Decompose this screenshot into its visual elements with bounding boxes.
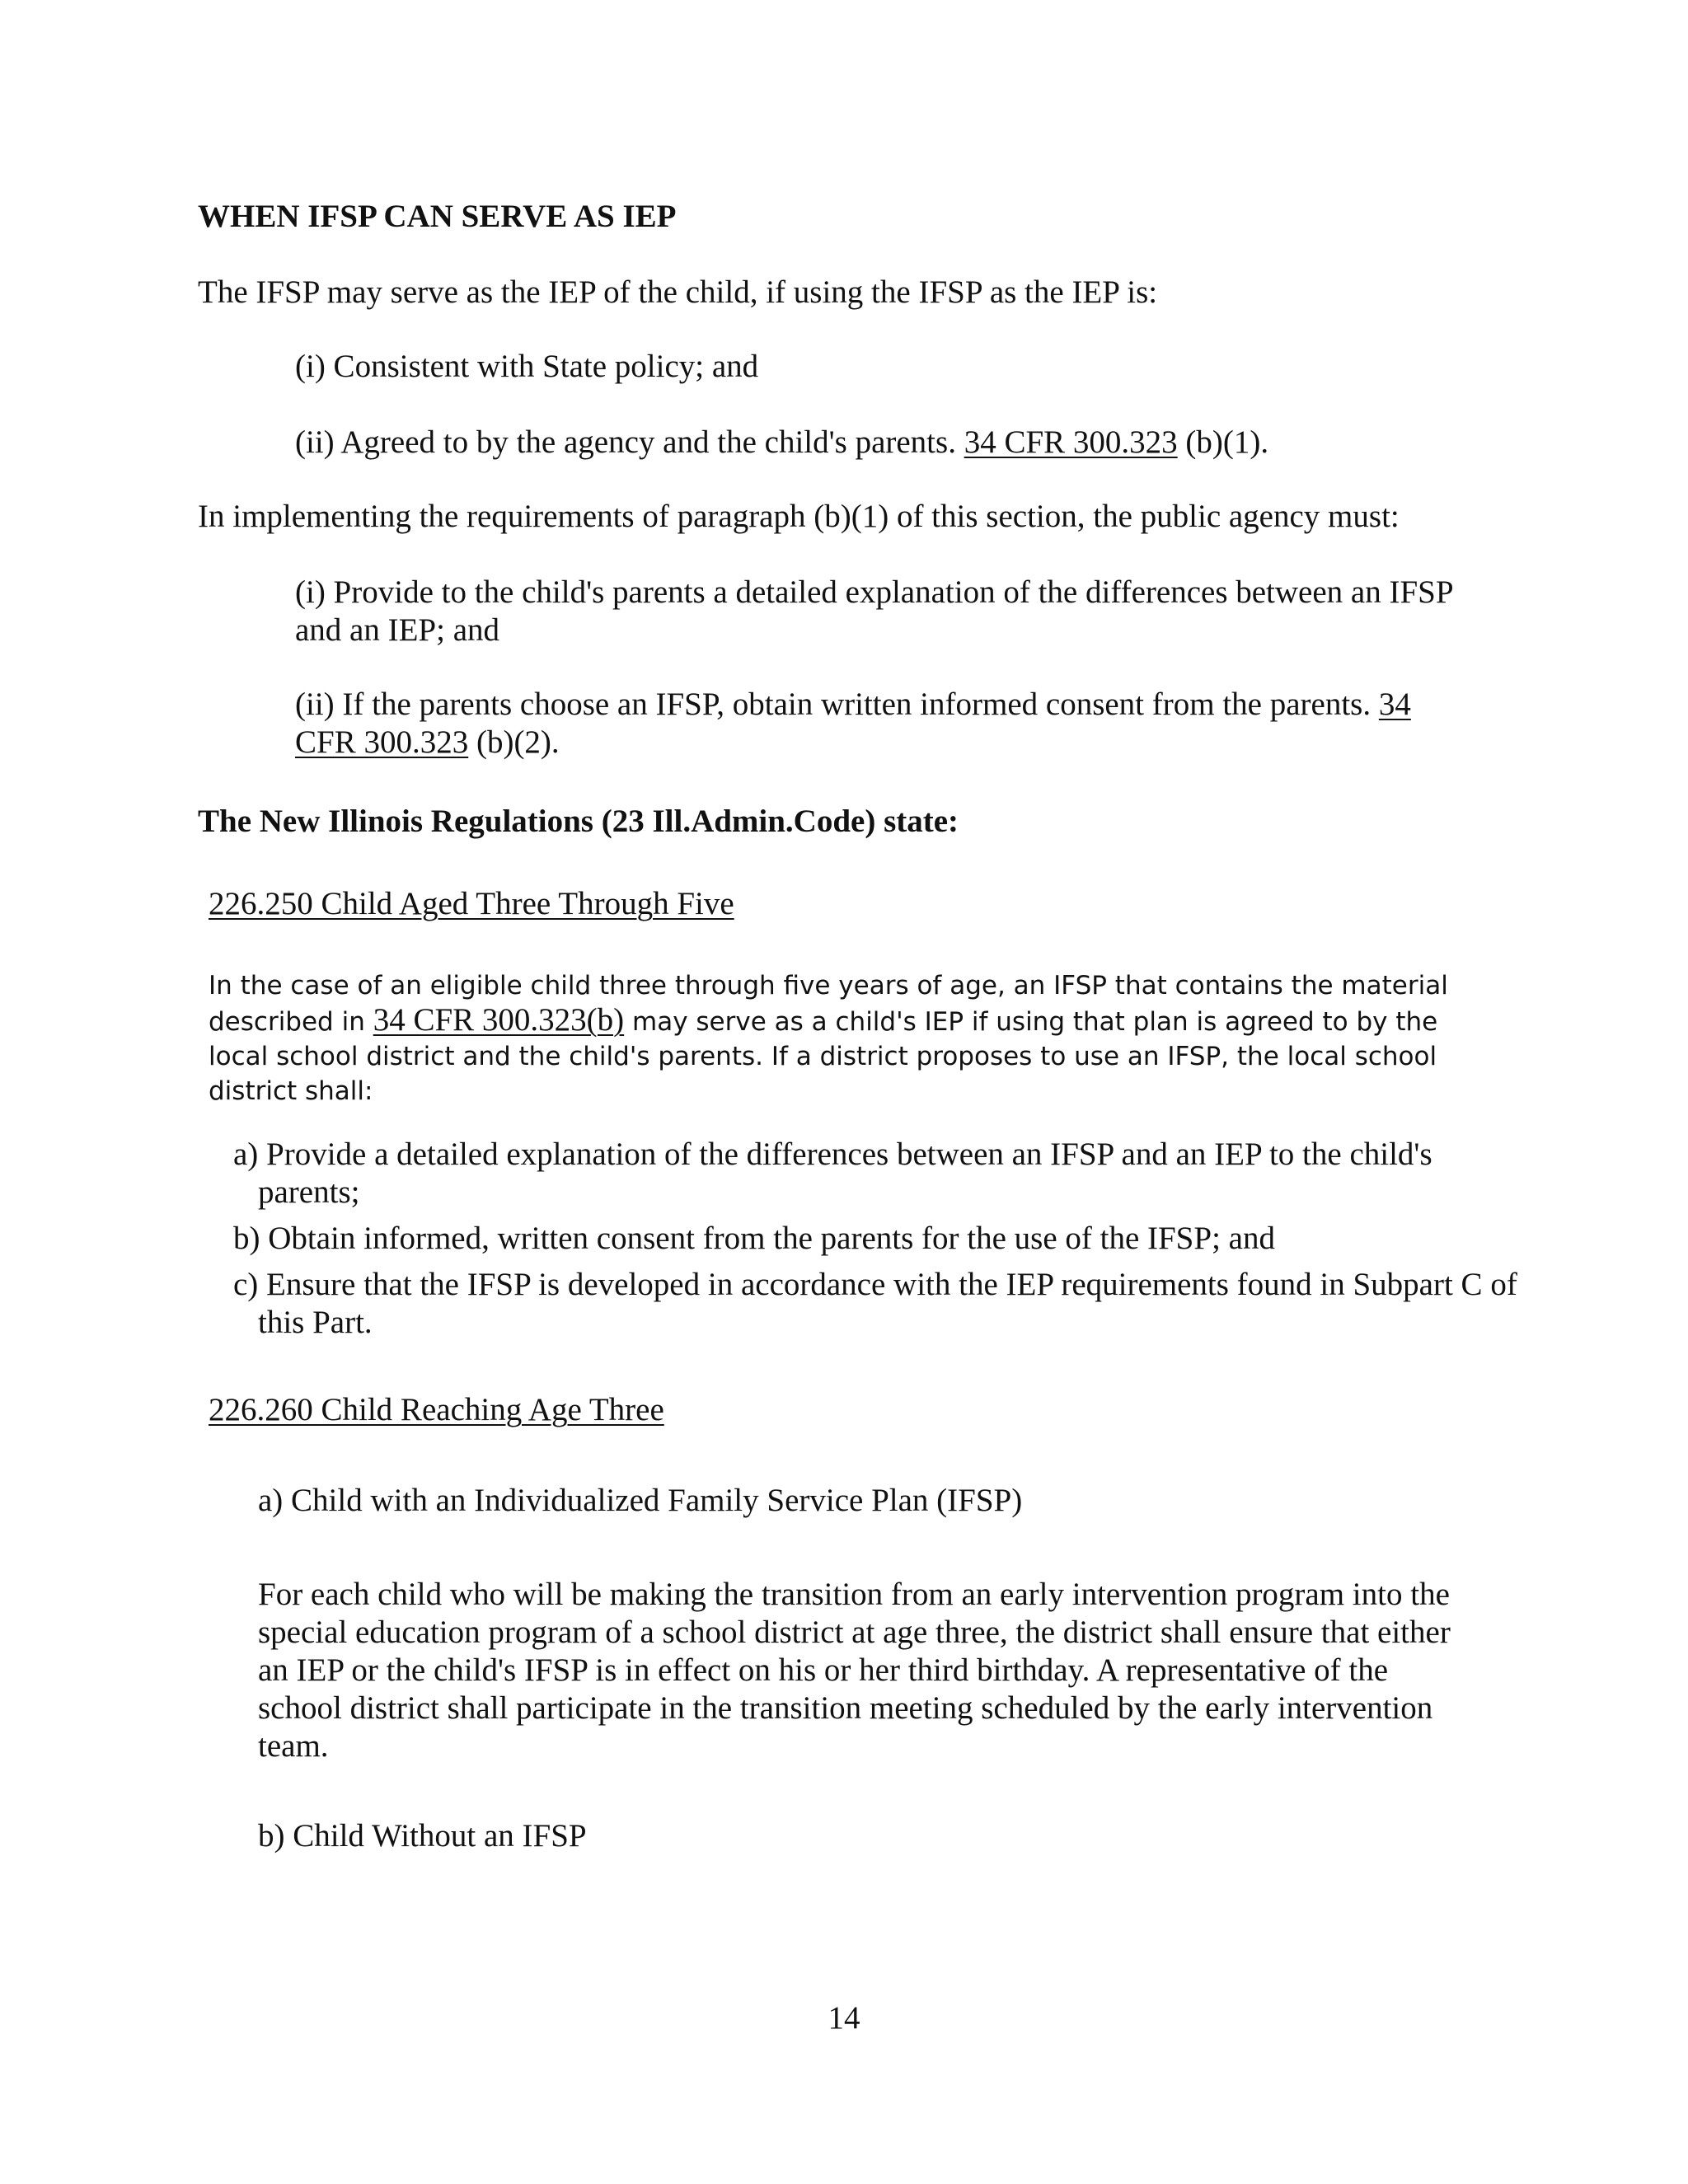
cfr-link[interactable]: 34 CFR 300.323 [964, 424, 1178, 460]
intro-paragraph: The IFSP may serve as the IEP of the child, if using the IFSP as the IEP is: [198, 274, 1158, 310]
section-226-260-title: 226.260 Child Reaching Age Three [209, 1392, 664, 1427]
section-heading: WHEN IFSP CAN SERVE AS IEP [198, 199, 677, 234]
section-226-250-text: In the case of an eligible child three through five years of age, an IFSP that contains the material described in [209, 971, 1448, 1037]
section-226-250-text-after: may serve as a child's IEP if using that plan is agreed to by the local school district and the child's parents. If a district proposes to use an IFSP, the local school district shall: [209, 1007, 1438, 1106]
section-226-260-paragraph: For each child who will be making the transition from an early intervention program into the special education program of a school district at age three, the district shall ensure that either an IEP or the child's IFSP is in effect on his or her third birthday. A representative of the school district shall participate in the transition meeting scheduled by the early intervention team. [258, 1577, 1451, 1764]
condition-i: (i) Consistent with State policy; and [295, 349, 759, 384]
implementing-item-ii-after: (b)(2). [468, 724, 560, 760]
section-226-250-item-c: c) Ensure that the IFSP is developed in accordance with the IEP requirements found in Subpart C of this Part. [233, 1267, 1517, 1340]
section-226-250-title: 226.250 Child Aged Three Through Five [209, 886, 734, 921]
section-226-250-item-b: b) Obtain informed, written consent from the parents for the use of the IFSP; and [233, 1221, 1275, 1256]
condition-ii [295, 424, 1268, 462]
implementing-item-i: (i) Provide to the child's parents a detailed explanation of the differences between an IFSP and an IEP; and [295, 574, 1453, 648]
implementing-item-ii-text: (ii) If the parents choose an IFSP, obtain written informed consent from the parents. [295, 687, 1379, 722]
cfr-link[interactable]: 34 CFR 300.323 [295, 687, 1411, 760]
illinois-regulations-heading: The New Illinois Regulations (23 Ill.Admin.Code) state: [198, 804, 959, 839]
implementing-paragraph: In implementing the requirements of paragraph (b)(1) of this section, the public agency must: [198, 499, 1400, 534]
section-226-250-item-a: a) Provide a detailed explanation of the differences between an IFSP and an IEP to the child's parents; [233, 1137, 1432, 1210]
condition-ii-text: (ii) Agreed to by the agency and the child's parents. [295, 424, 964, 460]
cfr-link[interactable]: 34 CFR 300.323(b) [373, 1002, 625, 1038]
section-226-250-paragraph [209, 968, 1494, 1108]
page-number: 14 [828, 2000, 860, 2036]
section-226-260-sub-a: a) Child with an Individualized Family Service Plan (IFSP) [258, 1483, 1023, 1518]
section-226-260-sub-b: b) Child Without an IFSP [258, 1818, 587, 1854]
condition-ii-after: (b)(1). [1177, 424, 1269, 460]
implementing-item-ii [295, 686, 1465, 762]
